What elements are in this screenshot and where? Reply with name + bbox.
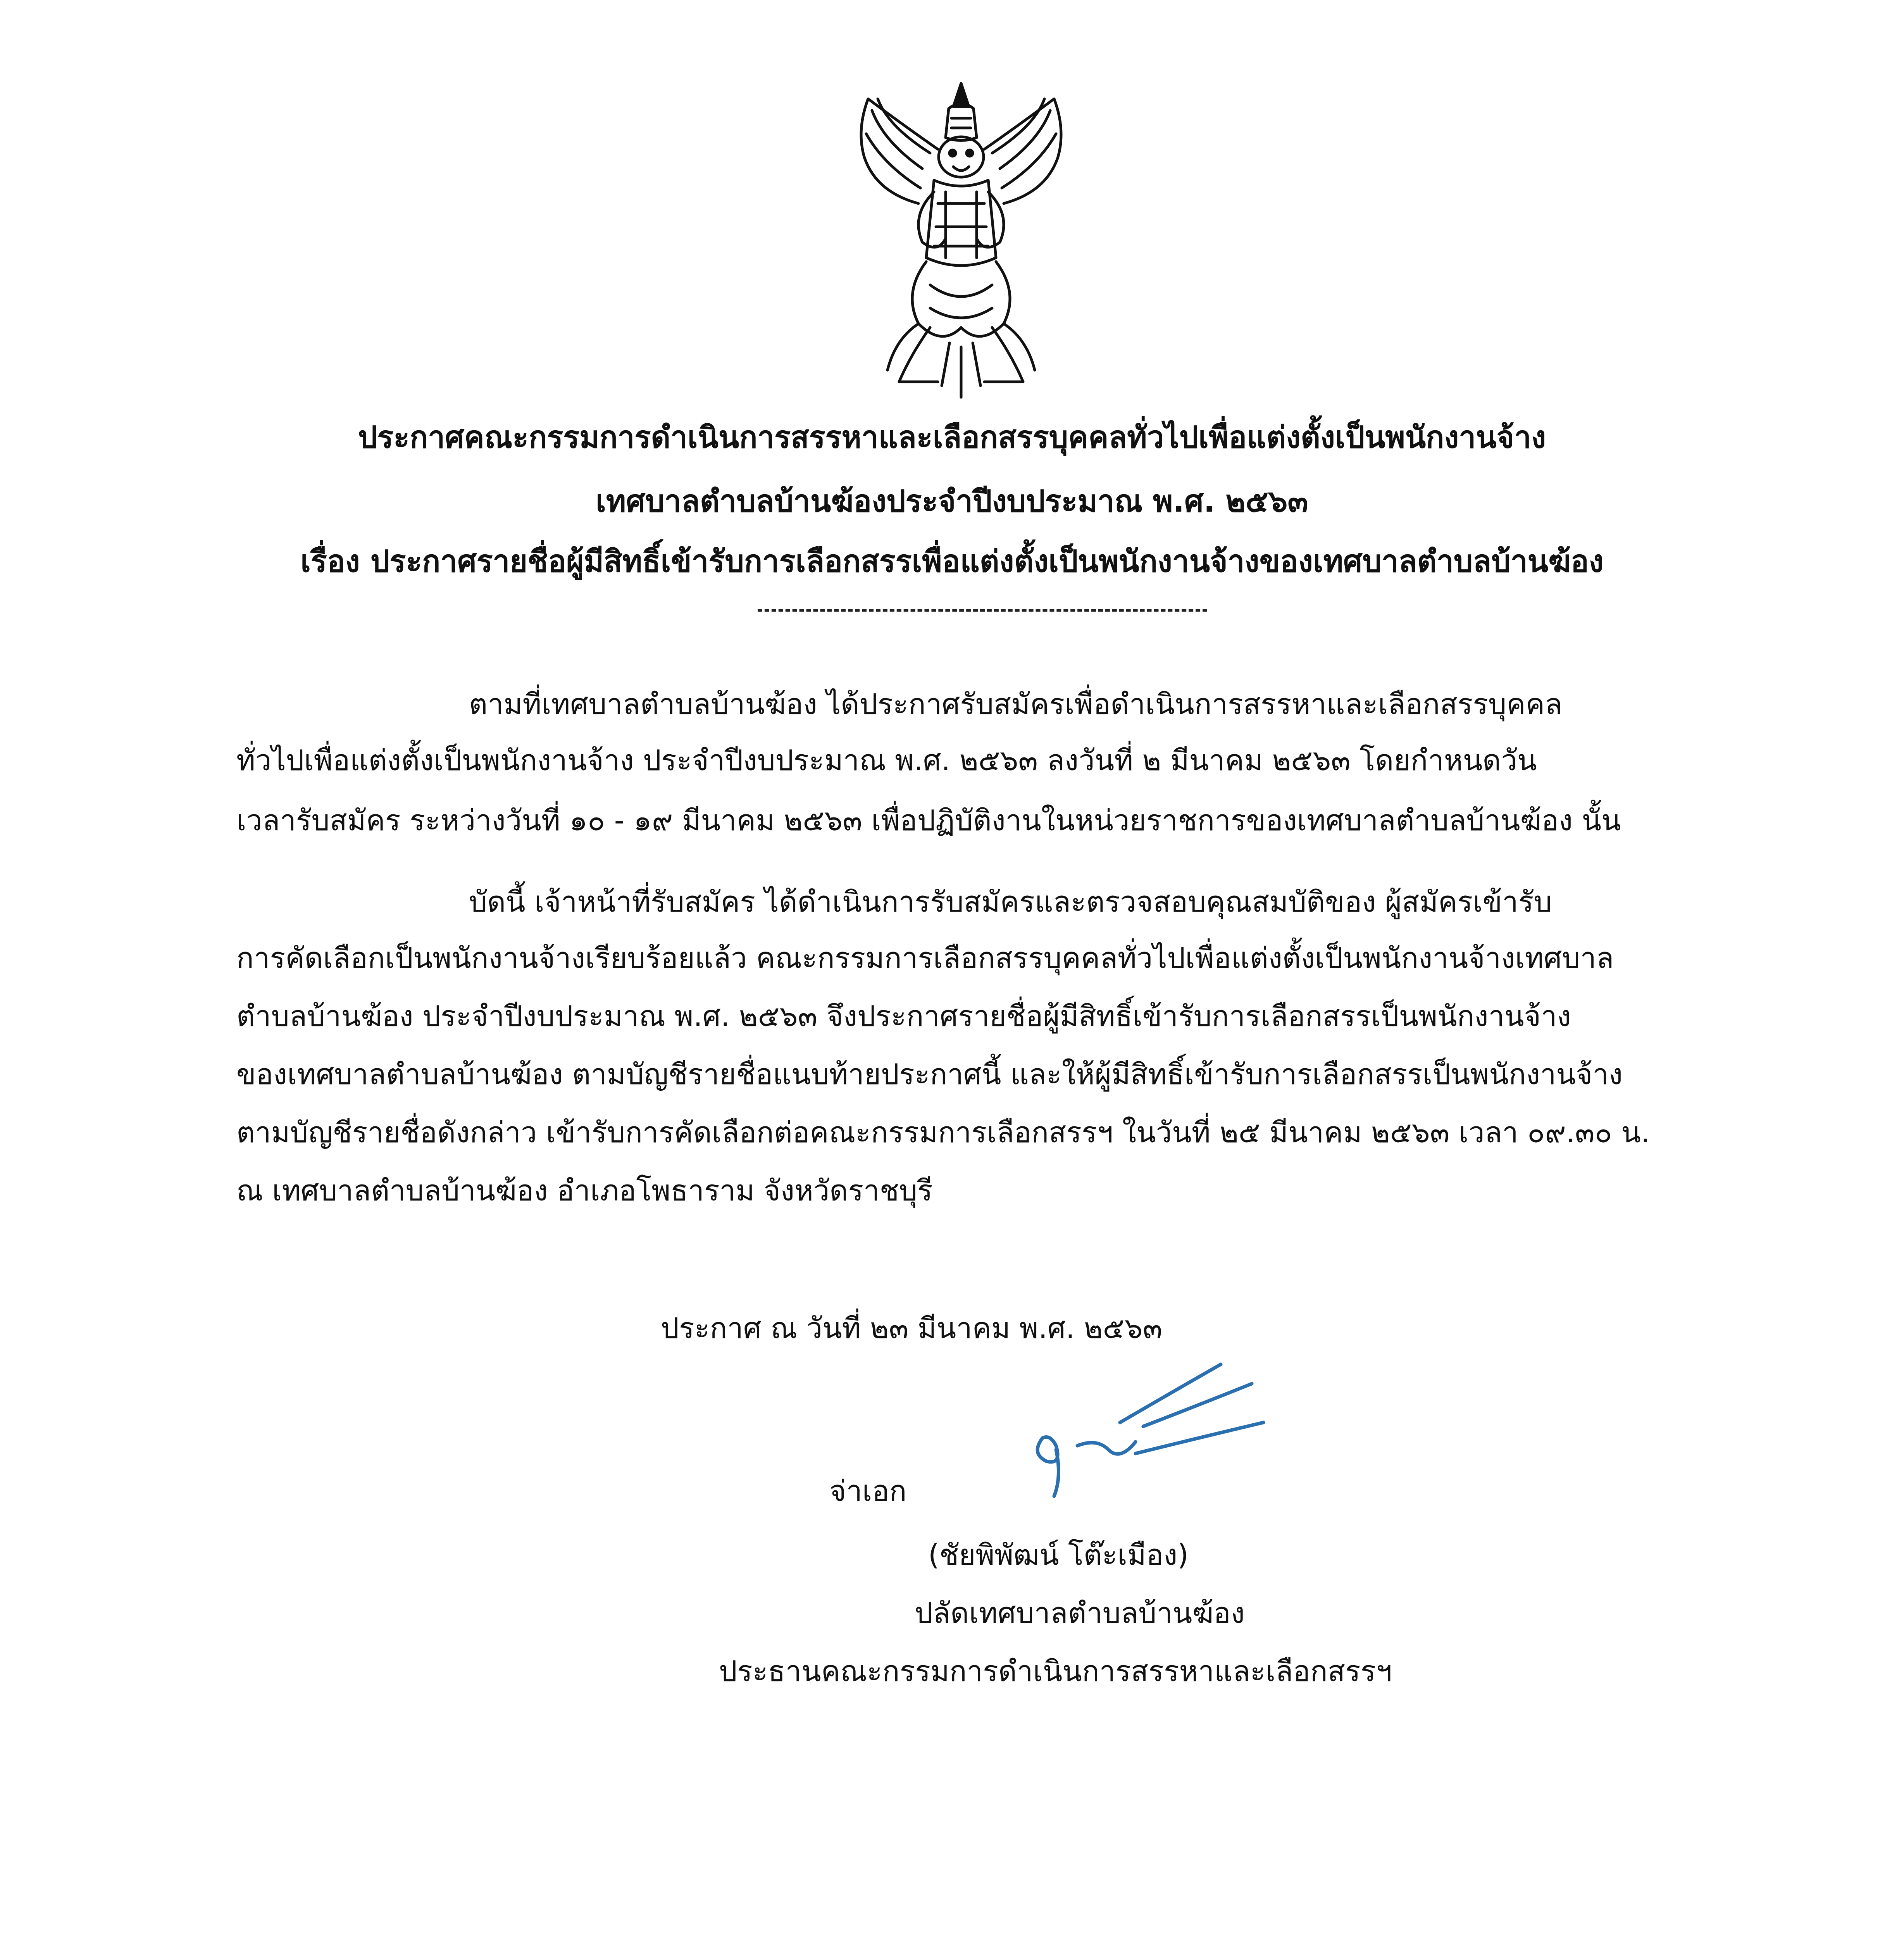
paragraph-2-line-6: ณ เทศบาลตำบลบ้านฆ้อง อำเภอโพธาราม จังหวัดราชบุรี: [236, 1174, 933, 1207]
signer-rank: จ่าเอก: [829, 1474, 907, 1508]
divider: [758, 609, 1207, 612]
signer-name: (ชัยพิพัฒน์ โต๊ะเมือง): [928, 1538, 1189, 1572]
signer-committee-role: ประธานคณะกรรมการดำเนินการสรรหาและเลือกสรรฯ: [719, 1655, 1392, 1688]
paragraph-2-line-2: การคัดเลือกเป็นพนักงานจ้างเรียบร้อยแล้ว คณะกรรมการเลือกสรรบุคคลทั่วไปเพื่อแต่งตั้งเป็นพนักงานจ้างเทศบาล: [236, 941, 1614, 975]
paragraph-2-line-5: ตามบัญชีรายชื่อดังกล่าว เข้ารับการคัดเลือกต่อคณะกรรมการเลือกสรรฯ ในวันที่ ๒๕ มีนาคม ๒๕๖๓ เวลา ๐๙.๓๐ น.: [236, 1116, 1650, 1149]
handwritten-signature: [1019, 1349, 1271, 1504]
paragraph-1-line-1: ตามที่เทศบาลตำบลบ้านฆ้อง ได้ประกาศรับสมัครเพื่อดำเนินการสรรหาและเลือกสรรบุคคล: [469, 688, 1563, 721]
garuda-emblem-icon: [841, 76, 1081, 405]
paragraph-2-line-3: ตำบลบ้านฆ้อง ประจำปีงบประมาณ พ.ศ. ๒๕๖๓ จึงประกาศรายชื่อผู้มีสิทธิ์เข้ารับการเลือกสรรเป็นพนักงานจ้าง: [236, 1000, 1571, 1033]
announcement-dateline: ประกาศ ณ วันที่ ๒๓ มีนาคม พ.ศ. ๒๕๖๓: [661, 1312, 1163, 1345]
paragraph-2-line-4: ของเทศบาลตำบลบ้านฆ้อง ตามบัญชีรายชื่อแนบท้ายประกาศนี้ และให้ผู้มีสิทธิ์เข้ารับการเลือกสรรเป็นพนักงานจ้าง: [236, 1058, 1623, 1091]
signer-position: ปลัดเทศบาลตำบลบ้านฆ้อง: [915, 1597, 1245, 1630]
heading-line-2: เทศบาลตำบลบ้านฆ้องประจำปีงบประมาณ พ.ศ. ๒๕๖๓: [596, 484, 1308, 519]
paragraph-1-line-2: ทั่วไปเพื่อแต่งตั้งเป็นพนักงานจ้าง ประจำปีงบประมาณ พ.ศ. ๒๕๖๓ ลงวันที่ ๒ มีนาคม ๒๕๖๓ โดยกำหนดวัน: [236, 744, 1537, 777]
heading-line-1: ประกาศคณะกรรมการดำเนินการสรรหาและเลือกสรรบุคคลทั่วไปเพื่อแต่งตั้งเป็นพนักงานจ้าง: [358, 420, 1546, 455]
paragraph-2-line-1: บัดนี้ เจ้าหน้าที่รับสมัคร ได้ดำเนินการรับสมัครและตรวจสอบคุณสมบัติของ ผู้สมัครเข้ารับ: [469, 885, 1552, 919]
heading-subject: เรื่อง ประกาศรายชื่อผู้มีสิทธิ์เข้ารับการเลือกสรรเพื่อแต่งตั้งเป็นพนักงานจ้างของเทศบาลตำบลบ้านฆ้อง: [300, 544, 1604, 579]
paragraph-1-line-3: เวลารับสมัคร ระหว่างวันที่ ๑๐ - ๑๙ มีนาคม ๒๕๖๓ เพื่อปฏิบัติงานในหน่วยราชการของเทศบาลตำบลบ้านฆ้อง นั้น: [236, 804, 1621, 837]
